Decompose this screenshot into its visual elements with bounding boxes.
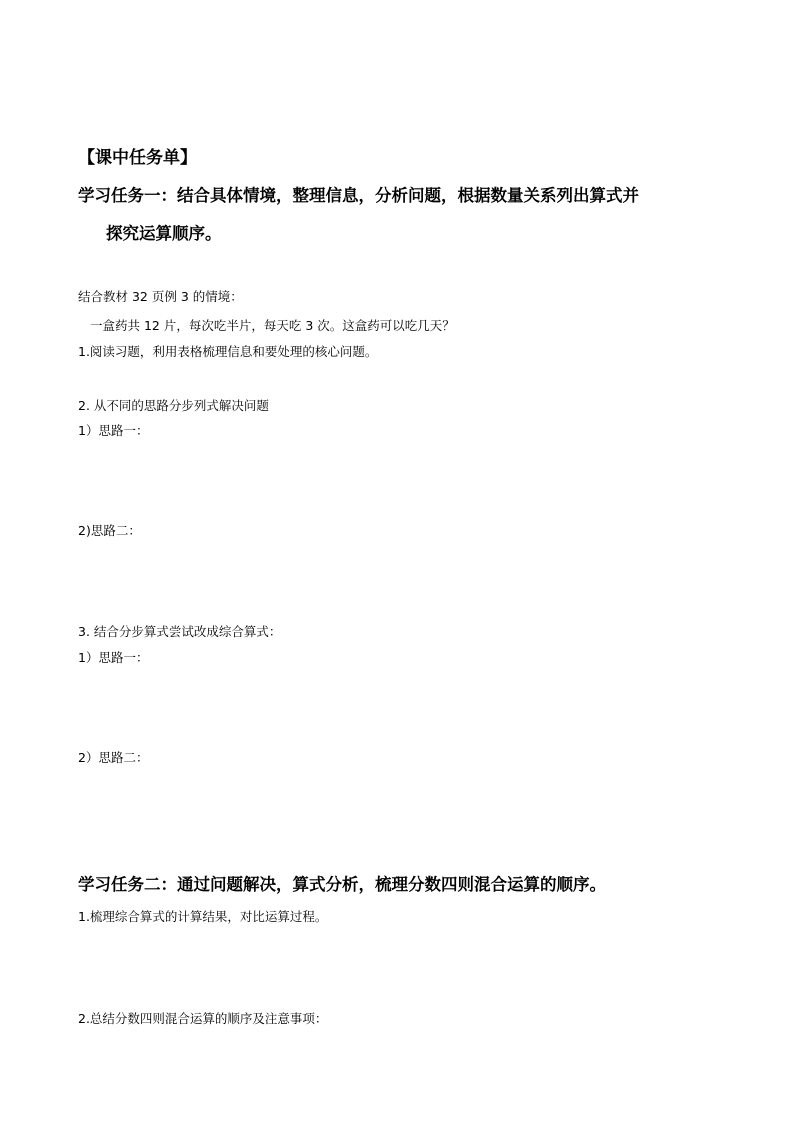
task1-step2-idea2: 2)思路二： <box>78 523 141 538</box>
task1-heading-continued: 探究运算顺序。 <box>106 224 222 243</box>
task1-step3-idea2: 2）思路二： <box>78 750 149 765</box>
worksheet-title: 【课中任务单】 <box>78 148 197 168</box>
task1-step1: 1.阅读习题，利用表格梳理信息和要处理的核心问题。 <box>78 344 378 359</box>
task1-context: 结合教材 32 页例 3 的情境： <box>78 289 243 304</box>
task1-heading: 学习任务一：结合具体情境，整理信息，分析问题，根据数量关系列出算式并 <box>78 186 639 205</box>
task1-step3-idea1: 1）思路一： <box>78 650 149 665</box>
task1-problem: 一盒药共 12 片，每次吃半片，每天吃 3 次。这盒药可以吃几天？ <box>90 318 455 333</box>
task1-step2: 2. 从不同的思路分步列式解决问题 <box>78 398 269 413</box>
task2-heading: 学习任务二：通过问题解决，算式分析，梳理分数四则混合运算的顺序。 <box>78 875 606 894</box>
task2-step2: 2.总结分数四则混合运算的顺序及注意事项： <box>78 1011 328 1026</box>
task1-step3: 3. 结合分步算式尝试改成综合算式： <box>78 624 282 639</box>
task2-step1: 1.梳理综合算式的计算结果，对比运算过程。 <box>78 909 328 924</box>
task1-step2-idea1: 1）思路一： <box>78 423 149 438</box>
